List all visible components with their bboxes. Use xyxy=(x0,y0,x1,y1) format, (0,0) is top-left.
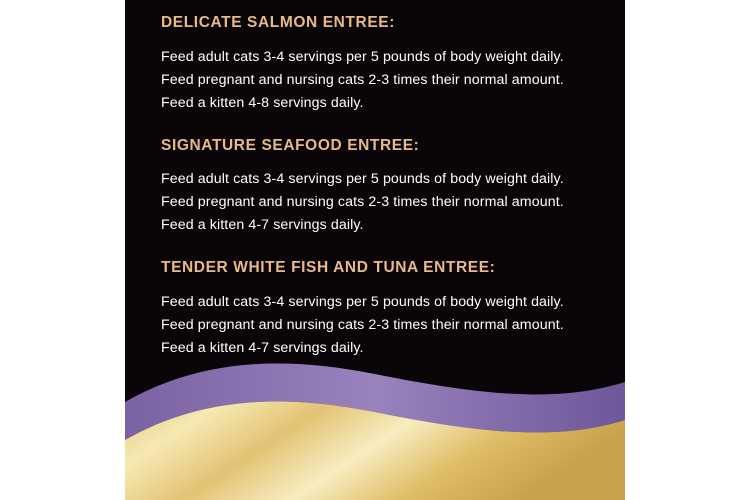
decorative-wave-band xyxy=(125,360,625,500)
instruction-line: Feed pregnant and nursing cats 2-3 times their normal amount. xyxy=(161,316,564,333)
instruction-line: Feed a kitten 4-8 servings daily. xyxy=(161,94,364,111)
section-lines xyxy=(161,168,601,237)
section-title: DELICATE SALMON ENTREE: xyxy=(161,14,395,31)
section-lines xyxy=(161,46,601,115)
section-delicate-salmon xyxy=(161,14,601,115)
instruction-line: Feed adult cats 3-4 servings per 5 pounds of body weight daily. xyxy=(161,48,564,65)
section-signature-seafood xyxy=(161,137,601,238)
instruction-line: Feed a kitten 4-7 servings daily. xyxy=(161,339,364,356)
feeding-instructions xyxy=(161,10,601,360)
instruction-line: Feed adult cats 3-4 servings per 5 pounds of body weight daily. xyxy=(161,293,564,310)
instruction-line: Feed adult cats 3-4 servings per 5 pounds of body weight daily. xyxy=(161,171,564,188)
section-title: SIGNATURE SEAFOOD ENTREE: xyxy=(161,136,420,154)
instruction-line: Feed pregnant and nursing cats 2-3 times their normal amount. xyxy=(161,194,564,211)
label-panel xyxy=(125,0,625,500)
section-lines xyxy=(161,291,601,360)
instruction-line: Feed a kitten 4-7 servings daily. xyxy=(161,217,364,234)
instruction-line: Feed pregnant and nursing cats 2-3 times their normal amount. xyxy=(161,71,564,88)
section-title: TENDER WHITE FISH AND TUNA ENTREE: xyxy=(161,259,496,277)
section-tender-white-fish-and-tuna xyxy=(161,259,601,360)
